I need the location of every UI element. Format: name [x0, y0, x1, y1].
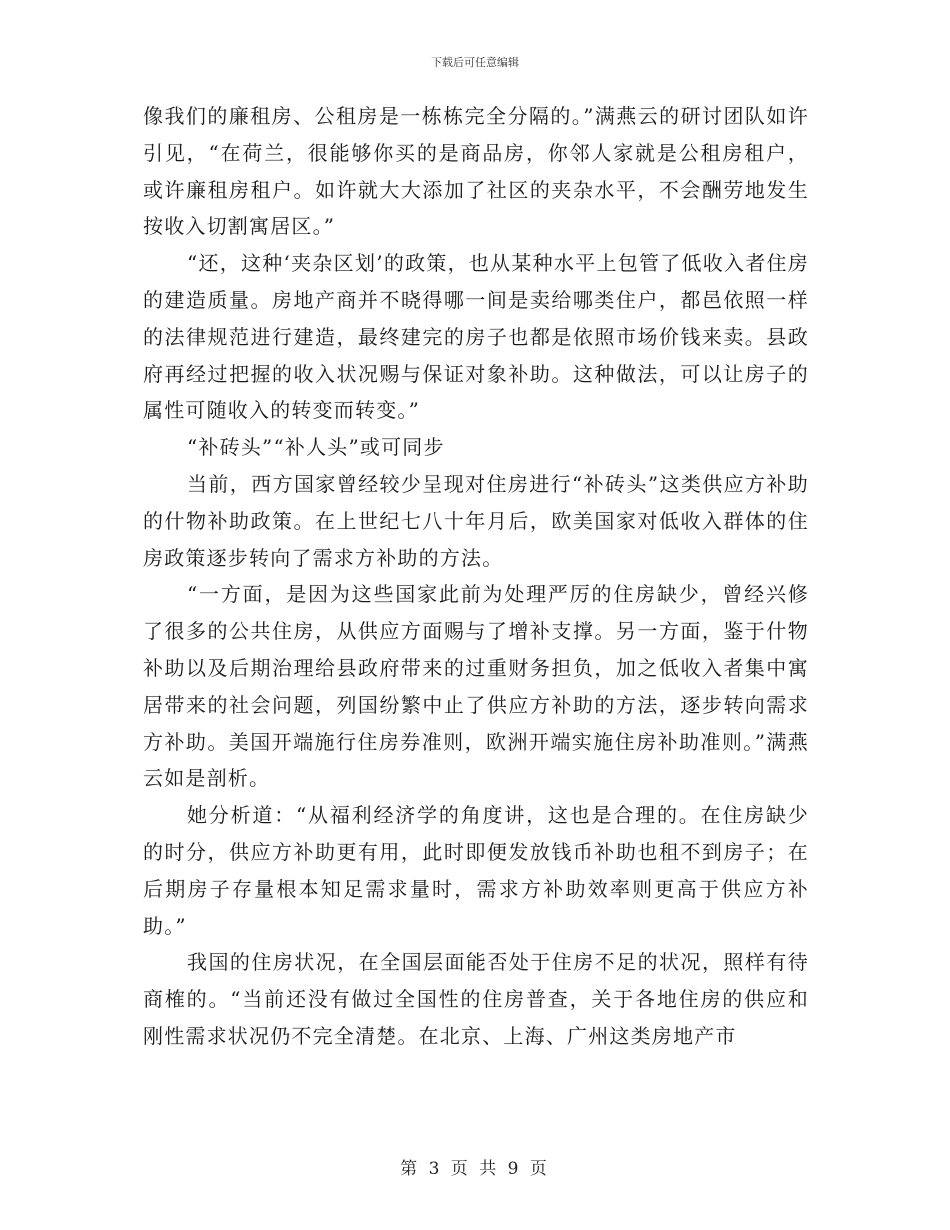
paragraph-continuation: 像我们的廉租房、公租房是一栋栋完全分隔的。”满燕云的研讨团队如许引见，“在荷兰，很能够你买的是商品房，你邻人家就是公租房租户，或许廉租房租户。如许就大大添加了社区的夹杂水平，不会酬劳地发生按收入切割寓居区。” — [143, 104, 809, 239]
document-body — [143, 98, 809, 1055]
section-heading: “补砖头”“补人头”或可同步 — [187, 435, 445, 460]
paragraph-western-policy: 当前，西方国家曾经较少呈现对住房进行“补砖头”这类供应方补助的什物补助政策。在上世纪七八十年月后，欧美国家对低收入群体的住房政策逐步转向了需求方补助的方法。 — [143, 471, 809, 570]
paragraph-welfare-economics: 她分析道：“从福利经济学的角度讲，这也是合理的。在住房缺少的时分，供应方补助更有用，此时即便发放钱币补助也租不到房子；在后期房子存量根本知足需求量时，需求方补助效率则更高于供应方补助。” — [143, 803, 809, 938]
page-header: 下载后可任意编辑 — [431, 56, 519, 69]
page-number-footer: 第 3 页 共 9 页 — [400, 1159, 550, 1179]
paragraph-china-housing: 我国的住房状况，在全国层面能否处于住房不足的状况，照样有待商榷的。“当前还没有做过全国性的住房普查，关于各地住房的供应和刚性需求状况仍不完全清楚。在北京、上海、广州这类房地产市 — [143, 950, 809, 1048]
paragraph-demand-subsidy: “一方面，是因为这些国家此前为处理严厉的住房缺少，曾经兴修了很多的公共住房，从供应方面赐与了增补支撑。另一方面，鉴于什物补助以及后期治理给县政府带来的过重财务担负，加之低收入者集中寓居带来的社会问题，列国纷繁中止了供应方补助的方法，逐步转向需求方补助。美国开端施行住房券准则，欧洲开端实施住房补助准则。”满燕云如是剖析。 — [143, 582, 809, 791]
paragraph-mixed-zoning: “还，这种‘夹杂区划’的政策，也从某种水平上包管了低收入者住房的建造质量。房地产商并不晓得哪一间是卖给哪类住户，都邑依照一样的法律规范进行建造，最终建完的房子也都是依照市场价钱来卖。县政府再经过把握的收入状况赐与保证对象补助。这种做法，可以让房子的属性可随收入的转变而转变。” — [143, 251, 809, 423]
